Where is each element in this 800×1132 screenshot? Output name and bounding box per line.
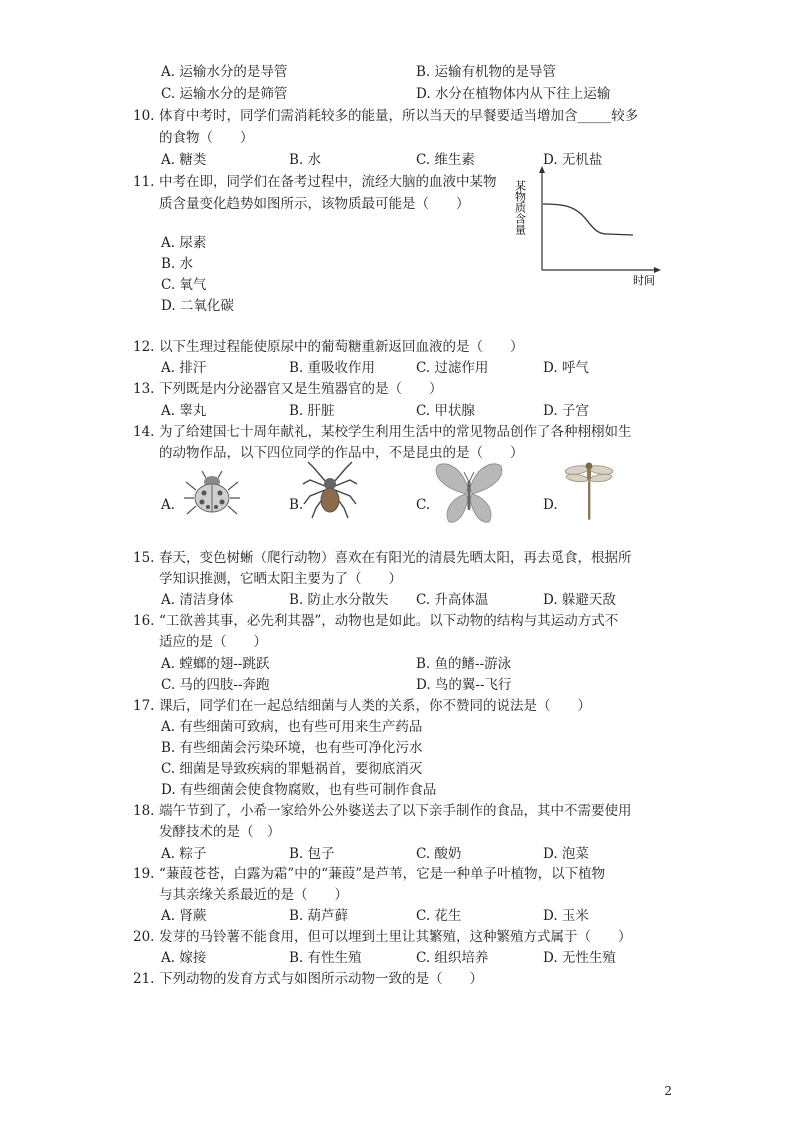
- question-11-line2: 质含量变化趋势如图所示，该物质最可能是（ ）: [159, 196, 470, 212]
- question-number: 11.: [133, 174, 155, 190]
- q13-option-d: D. 子宫: [543, 403, 589, 419]
- question-11: [133, 174, 497, 190]
- q14-option-b: B.: [289, 497, 304, 513]
- question-number: 21.: [133, 971, 155, 987]
- spider-icon: [300, 460, 360, 526]
- q18-option-c: C. 酸奶: [416, 846, 462, 862]
- ladybug-icon: [182, 468, 242, 520]
- q12-option-c: C. 过滤作用: [416, 360, 489, 376]
- question-text: “工欲善其事，必先利其器”，动物也是如此。以下动物的结构与其运动方式不: [159, 613, 619, 629]
- q18-option-b: B. 包子: [289, 846, 335, 862]
- question-18-line2: 发酵技术的是（ ）: [159, 824, 281, 840]
- question-text: 为了给建国七十周年献礼，某校学生利用生活中的常见物品创作了各种栩栩如生: [159, 424, 632, 440]
- q17-option-d: D. 有些细菌会使食物腐败，也有些可制作食品: [161, 782, 437, 798]
- question-text: 中考在即，同学们在备考过程中，流经大脑的血液中某物: [159, 174, 497, 190]
- q17-option-b: B. 有些细菌会污染环境，也有些可净化污水: [161, 740, 423, 756]
- question-number: 20.: [133, 929, 155, 945]
- q20-option-a: A. 嫁接: [161, 950, 207, 966]
- question-10-line2: 的食物（ ）: [159, 130, 254, 146]
- q15-option-b: B. 防止水分散失: [289, 592, 389, 608]
- question-14-line2: 的动物作品，以下四位同学的作品中，不是昆虫的是（ ）: [159, 445, 524, 461]
- question-number: 15.: [133, 550, 155, 566]
- q9-option-a: A. 运输水分的是导管: [161, 64, 288, 80]
- question-17: [133, 698, 591, 714]
- q10-option-b: B. 水: [289, 152, 322, 168]
- question-number: 14.: [133, 424, 155, 440]
- q9-option-c: C. 运输水分的是筛管: [161, 86, 288, 102]
- question-text: 以下生理过程能使原尿中的葡萄糖重新返回血液的是（ ）: [159, 339, 524, 355]
- question-text: 发芽的马铃薯不能食用，但可以埋到土里让其繁殖，这种繁殖方式属于（ ）: [159, 929, 632, 945]
- page-number: 2: [664, 1084, 672, 1098]
- q13-option-c: C. 甲状腺: [416, 403, 475, 419]
- question-15: [133, 550, 632, 566]
- question-number: 16.: [133, 613, 155, 629]
- q12-option-b: B. 重吸收作用: [289, 360, 376, 376]
- q19-option-d: D. 玉米: [543, 908, 589, 924]
- q18-option-d: D. 泡菜: [543, 846, 589, 862]
- question-14: [133, 424, 632, 440]
- question-20: [133, 929, 632, 945]
- question-number: 10.: [133, 108, 155, 124]
- q14-option-a: A.: [161, 497, 176, 513]
- q14-option-d: D.: [543, 497, 558, 513]
- question-18: [133, 803, 632, 819]
- q17-option-c: C. 细菌是导致疾病的罪魁祸首，要彻底消灭: [161, 761, 423, 777]
- q18-option-a: A. 粽子: [161, 846, 207, 862]
- question-text: 下列动物的发育方式与如图所示动物一致的是（ ）: [159, 971, 483, 987]
- question-text: 课后，同学们在一起总结细菌与人类的关系，你不赞同的说法是（ ）: [159, 698, 591, 714]
- question-10: [133, 108, 638, 124]
- q13-option-a: A. 睾丸: [161, 403, 207, 419]
- trend-curve: [543, 204, 633, 235]
- q13-option-b: B. 肝脏: [289, 403, 335, 419]
- x-axis-label: 时间: [633, 274, 655, 287]
- q15-option-a: A. 清洁身体: [161, 592, 234, 608]
- question-15-line2: 学知识推测，它晒太阳主要为了（ ）: [159, 571, 402, 587]
- q11-option-d: D. 二氧化碳: [161, 298, 234, 314]
- question-text: 体育中考时，同学们需消耗较多的能量，所以当天的早餐要适当增加含_____较多: [159, 108, 639, 124]
- q11-option-a: A. 尿素: [161, 235, 207, 251]
- q16-option-d: D. 鸟的翼--飞行: [416, 677, 512, 693]
- q17-option-a: A. 有些细菌可致病，也有些可用来生产药品: [161, 719, 423, 735]
- q15-option-d: D. 躲避天敌: [543, 592, 616, 608]
- q10-option-a: A. 糖类: [161, 152, 207, 168]
- question-number: 19.: [133, 866, 155, 882]
- q14-option-c: C.: [416, 497, 431, 513]
- q9-option-d: D. 水分在植物体内从下往上运输: [416, 86, 611, 102]
- question-text: 端午节到了，小希一家给外公外婆送去了以下亲手制作的食品，其中不需要使用: [159, 803, 632, 819]
- question-16: [133, 613, 618, 629]
- q16-option-b: B. 鱼的鳍--游泳: [416, 656, 512, 672]
- q16-option-a: A. 螳螂的翅--跳跃: [161, 656, 270, 672]
- question-text: 春天，变色树蜥（爬行动物）喜欢在有阳光的清晨先晒太阳，再去觅食，根据所: [159, 550, 632, 566]
- q11-trend-figure: [515, 166, 665, 288]
- q9-option-b: B. 运输有机物的是导管: [416, 64, 557, 80]
- question-13: [133, 381, 443, 397]
- dragonfly-icon: [564, 458, 614, 524]
- q15-option-c: C. 升高体温: [416, 592, 489, 608]
- question-16-line2: 适应的是（ ）: [159, 634, 267, 650]
- q12-option-a: A. 排汗: [161, 360, 207, 376]
- y-axis-label: 某物质含量: [513, 180, 527, 235]
- q20-option-b: B. 有性生殖: [289, 950, 362, 966]
- q19-option-b: B. 葫芦藓: [289, 908, 349, 924]
- question-number: 17.: [133, 698, 155, 714]
- q20-option-c: C. 组织培养: [416, 950, 489, 966]
- question-number: 18.: [133, 803, 155, 819]
- butterfly-icon: [433, 456, 505, 528]
- q16-option-c: C. 马的四肢--奔跑: [161, 677, 270, 693]
- question-text: “蒹葭苍苍，白露为霜”中的“蒹葭”是芦苇，它是一种单子叶植物，以下植物: [159, 866, 606, 882]
- question-21: [133, 971, 483, 987]
- q10-option-d: D. 无机盐: [543, 152, 603, 168]
- q12-option-d: D. 呼气: [543, 360, 589, 376]
- y-axis-arrow: [539, 166, 545, 173]
- question-19: [133, 866, 605, 882]
- q10-option-c: C. 维生素: [416, 152, 475, 168]
- question-number: 13.: [133, 381, 155, 397]
- q19-option-c: C. 花生: [416, 908, 462, 924]
- question-19-line2: 与其亲缘关系最近的是（ ）: [159, 887, 348, 903]
- q11-option-b: B. 水: [161, 256, 194, 272]
- question-text: 下列既是内分泌器官又是生殖器官的是（ ）: [159, 381, 443, 397]
- question-number: 12.: [133, 339, 155, 355]
- x-axis-arrow: [654, 267, 661, 273]
- q19-option-a: A. 肾蕨: [161, 908, 207, 924]
- q20-option-d: D. 无性生殖: [543, 950, 616, 966]
- question-12: [133, 339, 524, 355]
- q11-option-c: C. 氧气: [161, 277, 207, 293]
